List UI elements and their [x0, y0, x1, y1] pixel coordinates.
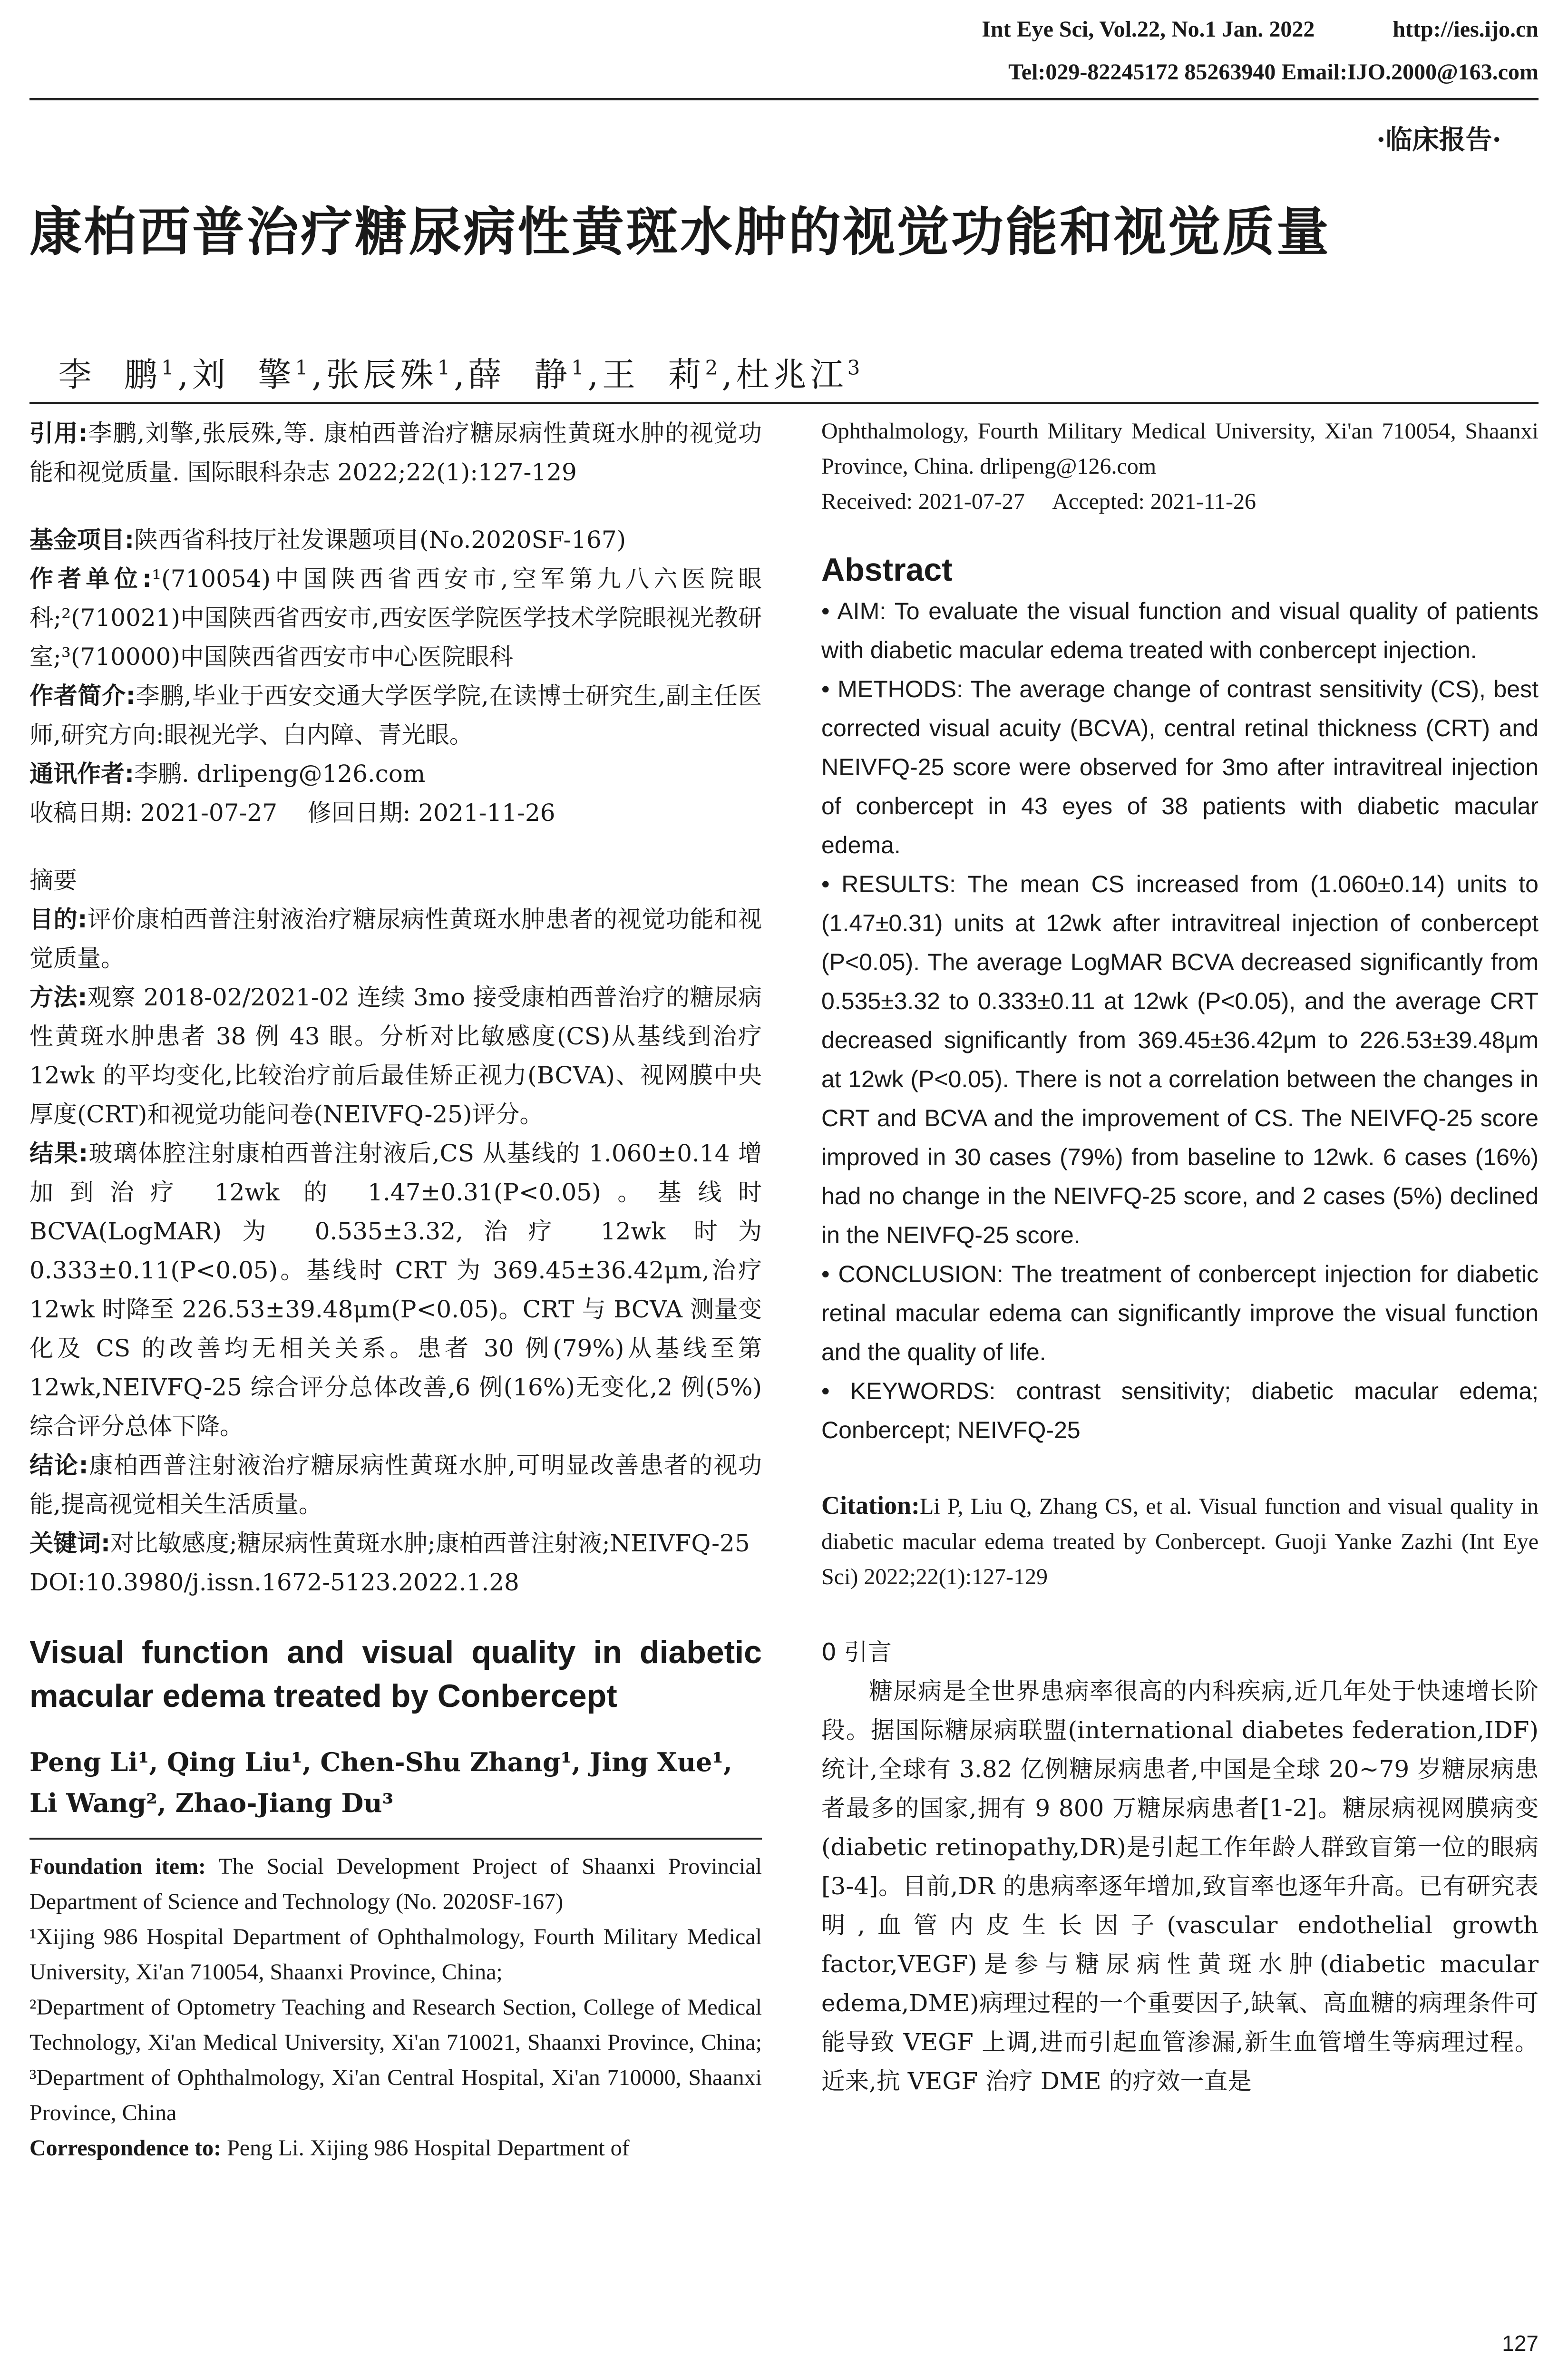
intro-heading: 0 引言	[821, 1638, 892, 1666]
correspondence-en-cont: Ophthalmology, Fourth Military Medical University, Xi'an 710054, Shaanxi Province, China. drlipeng@126.com	[821, 419, 1539, 479]
abstract-results: • RESULTS: The mean CS increased from (1.060±0.14) units to (1.47±0.31) units at 12wk after intravitreal injection of conbercept (P<0.05). The average LogMAR BCVA decreased significantly from 0.535±3.32 to 0.333±0.11 at 12wk (P<0.05), and the average CRT decreased significantly from 369.45±36.42μm to 226.53±39.48μm at 12wk (P<0.05). There is not a correlation between the changes in CRT and BCVA and the improvement of CS. The NEIVFQ-25 score improved in 30 cases (79%) from baseline to 12wk. 6 cases (16%) had no change in the NEIVFQ-25 score, and 2 cases (5%) declined in the NEIVFQ-25 score.	[821, 871, 1539, 1248]
left-column	[29, 414, 762, 2166]
affiliation-en-1: ¹Xijing 986 Hospital Department of Ophthalmology, Fourth Military Medical University, Xi'an 710054, Shaanxi Province, China;	[29, 1924, 762, 1985]
correspondence-en: Correspondence to: Peng Li. Xijing 986 Hospital Department of	[29, 2135, 630, 2161]
authors-en: Peng Li¹, Qing Liu¹, Chen-Shu Zhang¹, Jing Xue¹, Li Wang², Zhao-Jiang Du³	[29, 1747, 732, 1818]
author-cn: 刘 擎$^1$	[192, 355, 312, 394]
section-tag: ·临床报告·	[1376, 124, 1501, 156]
abstract-heading-en: Abstract	[821, 552, 953, 588]
header-rule	[29, 98, 1539, 100]
abstract-aim: • AIM: To evaluate the visual function and visual quality of patients with diabetic macular edema treated with conbercept injection.	[821, 598, 1539, 663]
keywords-cn: 关键词:对比敏感度;糖尿病性黄斑水肿;康柏西普注射液;NEIVFQ-25	[29, 1529, 750, 1557]
affiliation-en-2: ²Department of Optometry Teaching and Research Section, College of Medical Technology, Xi'an Medical University, Xi'an 710021, Shaanxi Province, China; ³Department of Ophthalmology, Xi'an Central Hospital, Xi'an 710000, Shaanxi Province, China	[29, 1995, 762, 2125]
page-number: 127	[1502, 2331, 1539, 2356]
author-cn: 王 莉$^2$	[602, 355, 722, 394]
right-column	[821, 414, 1539, 2101]
aim-cn: 目的:评价康柏西普注射液治疗糖尿病性黄斑水肿患者的视觉功能和视觉质量。	[29, 906, 762, 972]
author-cn: 杜兆江$^3$	[736, 355, 864, 394]
methods-cn: 方法:观察 2018-02/2021-02 连续 3mo 接受康柏西普治疗的糖尿病性黄斑水肿患者 38 例 43 眼。分析对比敏感度(CS)从基线到治疗 12wk 的平均变化,比较治疗前后最佳矫正视力(BCVA)、视网膜中央厚度(CRT)和视觉功能问卷(NEIVFQ-25)评分。	[29, 984, 762, 1128]
author-cn: 张辰殊$^1$	[326, 355, 454, 394]
citation-cn: 引用:李鹏,刘擎,张辰殊,等. 康柏西普治疗糖尿病性黄斑水肿的视觉功能和视觉质量. 国际眼科杂志 2022;22(1):127-129	[29, 419, 762, 486]
received-accepted: Received: 2021-07-27 Accepted: 2021-11-26	[821, 489, 1256, 514]
article-title-en: Visual function and visual quality in diabetic macular edema treated by Conbercept	[29, 1634, 762, 1714]
abstract-conclusion: • CONCLUSION: The treatment of conbercept injection for diabetic retinal macular edema can significantly improve the visual function and the quality of life.	[821, 1261, 1539, 1365]
abstract-keywords: • KEYWORDS: contrast sensitivity; diabetic macular edema; Conbercept; NEIVFQ-25	[821, 1378, 1539, 1443]
conclusion-cn: 结论:康柏西普注射液治疗糖尿病性黄斑水肿,可明显改善患者的视功能,提高视觉相关生活质量。	[29, 1452, 762, 1518]
intro-paragraph: 糖尿病是全世界患病率很高的内科疾病,近几年处于快速增长阶段。据国际糖尿病联盟(international diabetes federation,IDF)统计,全球有 3.82 亿例糖尿病患者,中国是全球 20~79 岁糖尿病患者最多的国家,拥有 9 800 万糖尿病患者[1-2]。糖尿病视网膜病变(diabetic retinopathy,DR)是引起工作年龄人群致盲第一位的眼病[3-4]。目前,DR 的患病率逐年增加,致盲率也逐年升高。已有研究表明,血管内皮生长因子(vascular endothelial growth factor,VEGF)是参与糖尿病性黄斑水肿(diabetic macular edema,DME)病理过程的一个重要因子,缺氧、高血糖的病理条件可能导致 VEGF 上调,进而引起血管渗漏,新生血管增生等病理过程。近来,抗 VEGF 治疗 DME 的疗效一直是	[821, 1677, 1539, 2095]
abstract-heading-cn: 摘要	[29, 867, 77, 894]
journal-url[interactable]: http://ies.ijo.cn	[1393, 17, 1539, 42]
foundation-en: Foundation item: The Social Development Project of Shaanxi Provincial Department of Science and Technology (No. 2020SF-167)	[29, 1854, 762, 1914]
en-authors-rule	[29, 1838, 762, 1840]
author-cn: 李 鹏$^1$	[58, 355, 178, 394]
correspondence-cn: 通讯作者:李鹏. drlipeng@126.com	[29, 760, 426, 788]
citation-en: Citation:Li P, Liu Q, Zhang CS, et al. Visual function and visual quality in diabetic macular edema treated by Conbercept. Guoji Yanke Zazhi (Int Eye Sci) 2022;22(1):127-129	[821, 1491, 1539, 1589]
abstract-methods: • METHODS: The average change of contrast sensitivity (CS), best corrected visual acuity (BCVA), central retinal thickness (CRT) and NEIVFQ-25 score were observed for 3mo after intravitreal injection of conbercept in 43 eyes of 38 patients with diabetic macular edema.	[821, 676, 1539, 858]
fund-cn: 基金项目:陕西省科技厅社发课题项目(No.2020SF-167)	[29, 526, 626, 554]
affiliation-cn: 作者单位:¹(710054)中国陕西省西安市,空军第九八六医院眼科;²(710021)中国陕西省西安市,西安医学院医学技术学院眼视光教研室;³(710000)中国陕西省西安市中心医院眼科	[29, 565, 762, 671]
author-cn: 薛 静$^1$	[468, 355, 588, 394]
results-cn: 结果:玻璃体腔注射康柏西普注射液后,CS 从基线的 1.060±0.14 增加到治疗 12wk 的 1.47±0.31(P<0.05)。基线时 BCVA(LogMAR)为 0.535±3.32,治疗 12wk 时为 0.333±0.11(P<0.05)。基线时 CRT 为 369.45±36.42μm,治疗 12wk 时降至 226.53±39.48μm(P<0.05)。CRT 与 BCVA 测量变化及 CS 的改善均无相关关系。患者 30 例(79%)从基线至第 12wk,NEIVFQ-25 综合评分总体改善,6 例(16%)无变化,2 例(5%)综合评分总体下降。	[29, 1140, 762, 1440]
journal-header	[982, 14, 1539, 45]
dates-cn: 收稿日期: 2021-07-27 修回日期: 2021-11-26	[29, 799, 555, 827]
article-title-cn: 康柏西普治疗糖尿病性黄斑水肿的视觉功能和视觉质量	[29, 202, 1331, 263]
authors-rule	[29, 402, 1539, 404]
authors-cn: 李 鹏$^1$,刘 擎$^1$,张辰殊$^1$,薛 静$^1$,王 莉$^2$,杜兆江$^3$	[58, 355, 864, 394]
doi[interactable]: DOI:10.3980/j.issn.1672-5123.2022.1.28	[29, 1568, 519, 1596]
journal-contact: Tel:029-82245172 85263940 Email:IJO.2000@163.com	[1008, 59, 1539, 85]
bio-cn: 作者简介:李鹏,毕业于西安交通大学医学院,在读博士研究生,副主任医师,研究方向:眼视光学、白内障、青光眼。	[29, 682, 762, 749]
journal-info: Int Eye Sci, Vol.22, No.1 Jan. 2022	[982, 17, 1315, 42]
